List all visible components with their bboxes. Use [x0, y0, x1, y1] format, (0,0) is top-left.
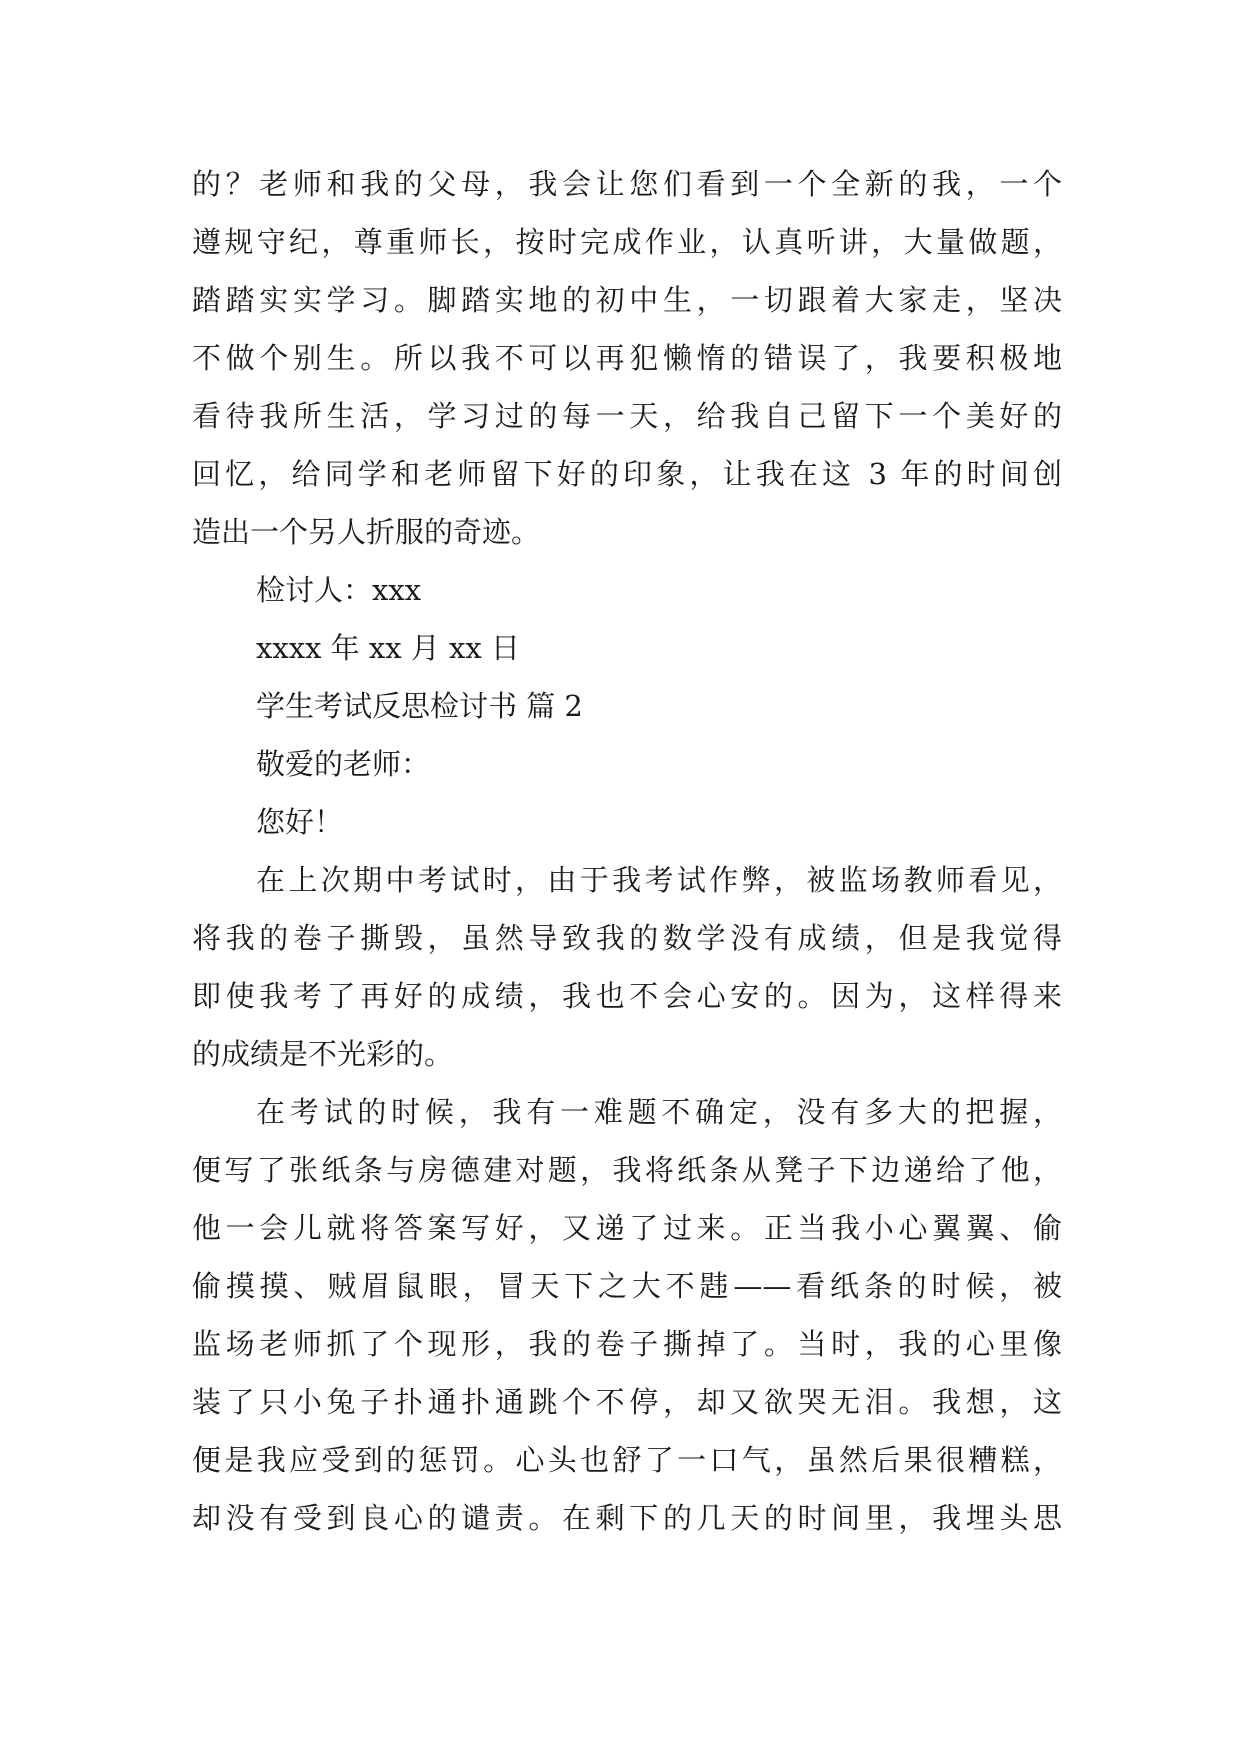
text-line: 即使我考了再好的成绩，我也不会心安的。因为，这样得来 [192, 979, 1062, 1013]
text-line: 将我的卷子撕毁，虽然导致我的数学没有成绩，但是我觉得 [192, 921, 1062, 955]
text-line: 便写了张纸条与房德建对题，我将纸条从凳子下边递给了他， [192, 1153, 1062, 1187]
text-line: 的成绩是不光彩的。 [192, 1037, 454, 1071]
text-line: 却没有受到良心的谴责。在剩下的几天的时间里，我埋头思 [192, 1501, 1062, 1535]
section-title: 学生考试反思检讨书 篇 2 [256, 689, 583, 723]
text-line: 便是我应受到的惩罚。心头也舒了一口气，虽然后果很糟糕， [192, 1443, 1062, 1477]
text-line: 装了只小兔子扑通扑通跳个不停，却又欲哭无泪。我想，这 [192, 1385, 1062, 1419]
date-line: xxxx 年 xx 月 xx 日 [256, 631, 520, 665]
text-line: 造出一个另人折服的奇迹。 [192, 515, 541, 549]
document-body [192, 155, 1062, 1547]
text-line: 偷摸摸、贼眉鼠眼，冒天下之大不韪——看纸条的时候，被 [192, 1269, 1062, 1303]
text-line: 遵规守纪，尊重师长，按时完成作业，认真听讲，大量做题， [192, 225, 1062, 259]
text-line: 监场老师抓了个现形，我的卷子撕掉了。当时，我的心里像 [192, 1327, 1062, 1361]
text-line: 不做个别生。所以我不可以再犯懒惰的错误了，我要积极地 [192, 341, 1062, 375]
paragraph-exam-details [192, 1083, 1062, 1547]
text-line: 的？老师和我的父母，我会让您们看到一个全新的我，一个 [192, 167, 1062, 201]
text-line: 在考试的时候，我有一难题不确定，没有多大的把握， [256, 1095, 1062, 1129]
text-line: 在上次期中考试时，由于我考试作弊，被监场教师看见， [256, 863, 1062, 897]
text-line: 回忆，给同学和老师留下好的印象，让我在这 3 年的时间创 [192, 457, 1062, 491]
paragraph-continuation [192, 155, 1062, 561]
text-line: 他一会儿就将答案写好，又递了过来。正当我小心翼翼、偷 [192, 1211, 1062, 1245]
salutation: 敬爱的老师： [256, 747, 431, 781]
signature-line: 检讨人：xxx [256, 573, 422, 607]
greeting: 您好！ [256, 805, 344, 839]
text-line: 看待我所生活，学习过的每一天，给我自己留下一个美好的 [192, 399, 1062, 433]
paragraph-exam-incident [192, 851, 1062, 1083]
text-line: 踏踏实实学习。脚踏实地的初中生，一切跟着大家走，坚决 [192, 283, 1062, 317]
